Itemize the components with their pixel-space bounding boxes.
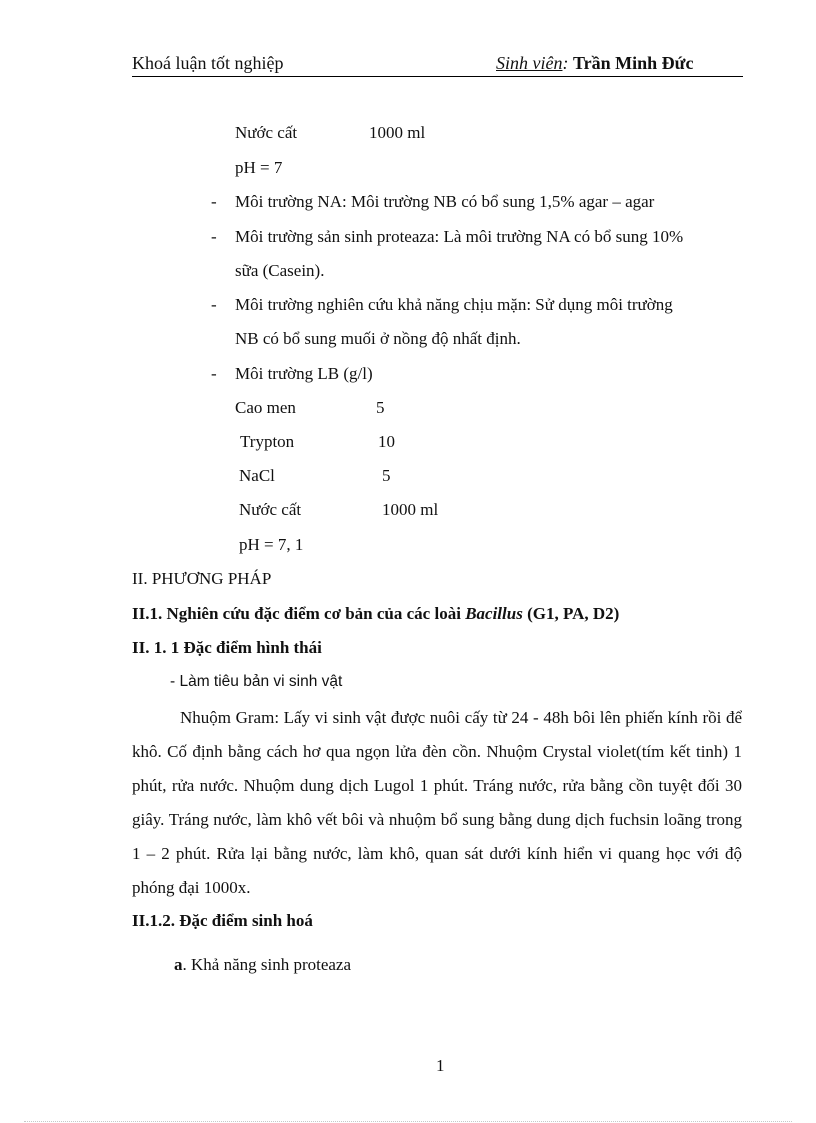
method-heading: II. PHƯƠNG PHÁP: [132, 569, 272, 588]
section-ii-1-1-heading: II. 1. 1 Đặc điểm hình thái: [132, 638, 322, 657]
protease-medium-line-1: Môi trường sản sinh proteaza: Là môi trường NA có bổ sung 10%: [235, 227, 684, 246]
cao-men-value: 5: [376, 398, 385, 417]
lb-medium-title: Môi trường LB (g/l): [235, 364, 373, 383]
bullet-dash: -: [211, 295, 217, 314]
salt-medium-line-2: NB có bổ sung muối ở nồng độ nhất định.: [235, 329, 521, 348]
salt-medium-line-1: Môi trường nghiên cứu khả năng chịu mặn: Sử dụng môi trường: [235, 295, 673, 314]
nuoc-cat-1-value: 1000 ml: [369, 123, 426, 142]
na-medium: Môi trường NA: Môi trường NB có bổ sung 1,5% agar – agar: [235, 192, 655, 211]
bullet-dash: -: [211, 364, 217, 383]
header-student-label: Sinh viên: [496, 53, 563, 73]
ph-1: pH = 7: [235, 158, 283, 177]
nacl-value: 5: [382, 466, 391, 485]
gram-stain-paragraph: [132, 701, 742, 905]
section-ii-1-genus: Bacillus: [465, 604, 523, 623]
section-ii-1-2-heading: II.1.2. Đặc điểm sinh hoá: [132, 911, 313, 930]
ph-2: pH = 7, 1: [239, 535, 304, 554]
bullet-dash: -: [211, 227, 217, 246]
subsection-a: [174, 954, 351, 976]
nuoc-cat-2-value: 1000 ml: [382, 500, 439, 519]
protease-medium-line-2: sữa (Casein).: [235, 261, 325, 280]
header-rule: [132, 76, 743, 77]
section-ii-1-suffix: (G1, PA, D2): [522, 604, 620, 623]
section-ii-1-prefix: II.1. Nghiên cứu đặc điểm cơ bản của các loài: [132, 604, 466, 623]
page-bottom-border: [24, 1121, 792, 1122]
section-ii-1-heading: [132, 603, 619, 625]
subsection-a-text: . Khả năng sinh proteaza: [182, 955, 352, 974]
slide-prep-item: - Làm tiêu bản vi sinh vật: [170, 673, 343, 690]
subsection-a-letter: a: [174, 955, 183, 974]
header-student-colon: :: [562, 53, 573, 73]
trypton-value: 10: [378, 432, 395, 451]
header-student-name: Trần Minh Đức: [572, 53, 694, 73]
header-student: [496, 52, 693, 74]
page-number: 1: [436, 1056, 445, 1075]
nuoc-cat-1-label: Nước cất: [235, 123, 298, 142]
nuoc-cat-2-label: Nước cất: [239, 500, 302, 519]
bullet-dash: -: [211, 192, 217, 211]
trypton-label: Trypton: [240, 432, 295, 451]
cao-men-label: Cao men: [235, 398, 296, 417]
header-title: Khoá luận tốt nghiệp: [132, 53, 284, 73]
nacl-label: NaCl: [239, 466, 275, 485]
gram-stain-text: Nhuộm Gram: Lấy vi sinh vật được nuôi cấy từ 24 - 48h bôi lên phiến kính rồi để khô. Cố định bằng cách hơ qua ngọn lửa đèn cồn. Nhuộm Crystal violet(tím kết tinh) 1 phút, rửa nước. Nhuộm dung dịch Lugol 1 phút. Tráng nước, rửa bằng cồn tuyệt đối 30 giây. Tráng nước, làm khô vết bôi và nhuộm bổ sung bằng dung dịch fuchsin loãng trong 1 – 2 phút. Rửa lại bằng nước, làm khô, quan sát dưới kính hiển vi quang học với độ phóng đại 1000x.: [132, 708, 742, 897]
